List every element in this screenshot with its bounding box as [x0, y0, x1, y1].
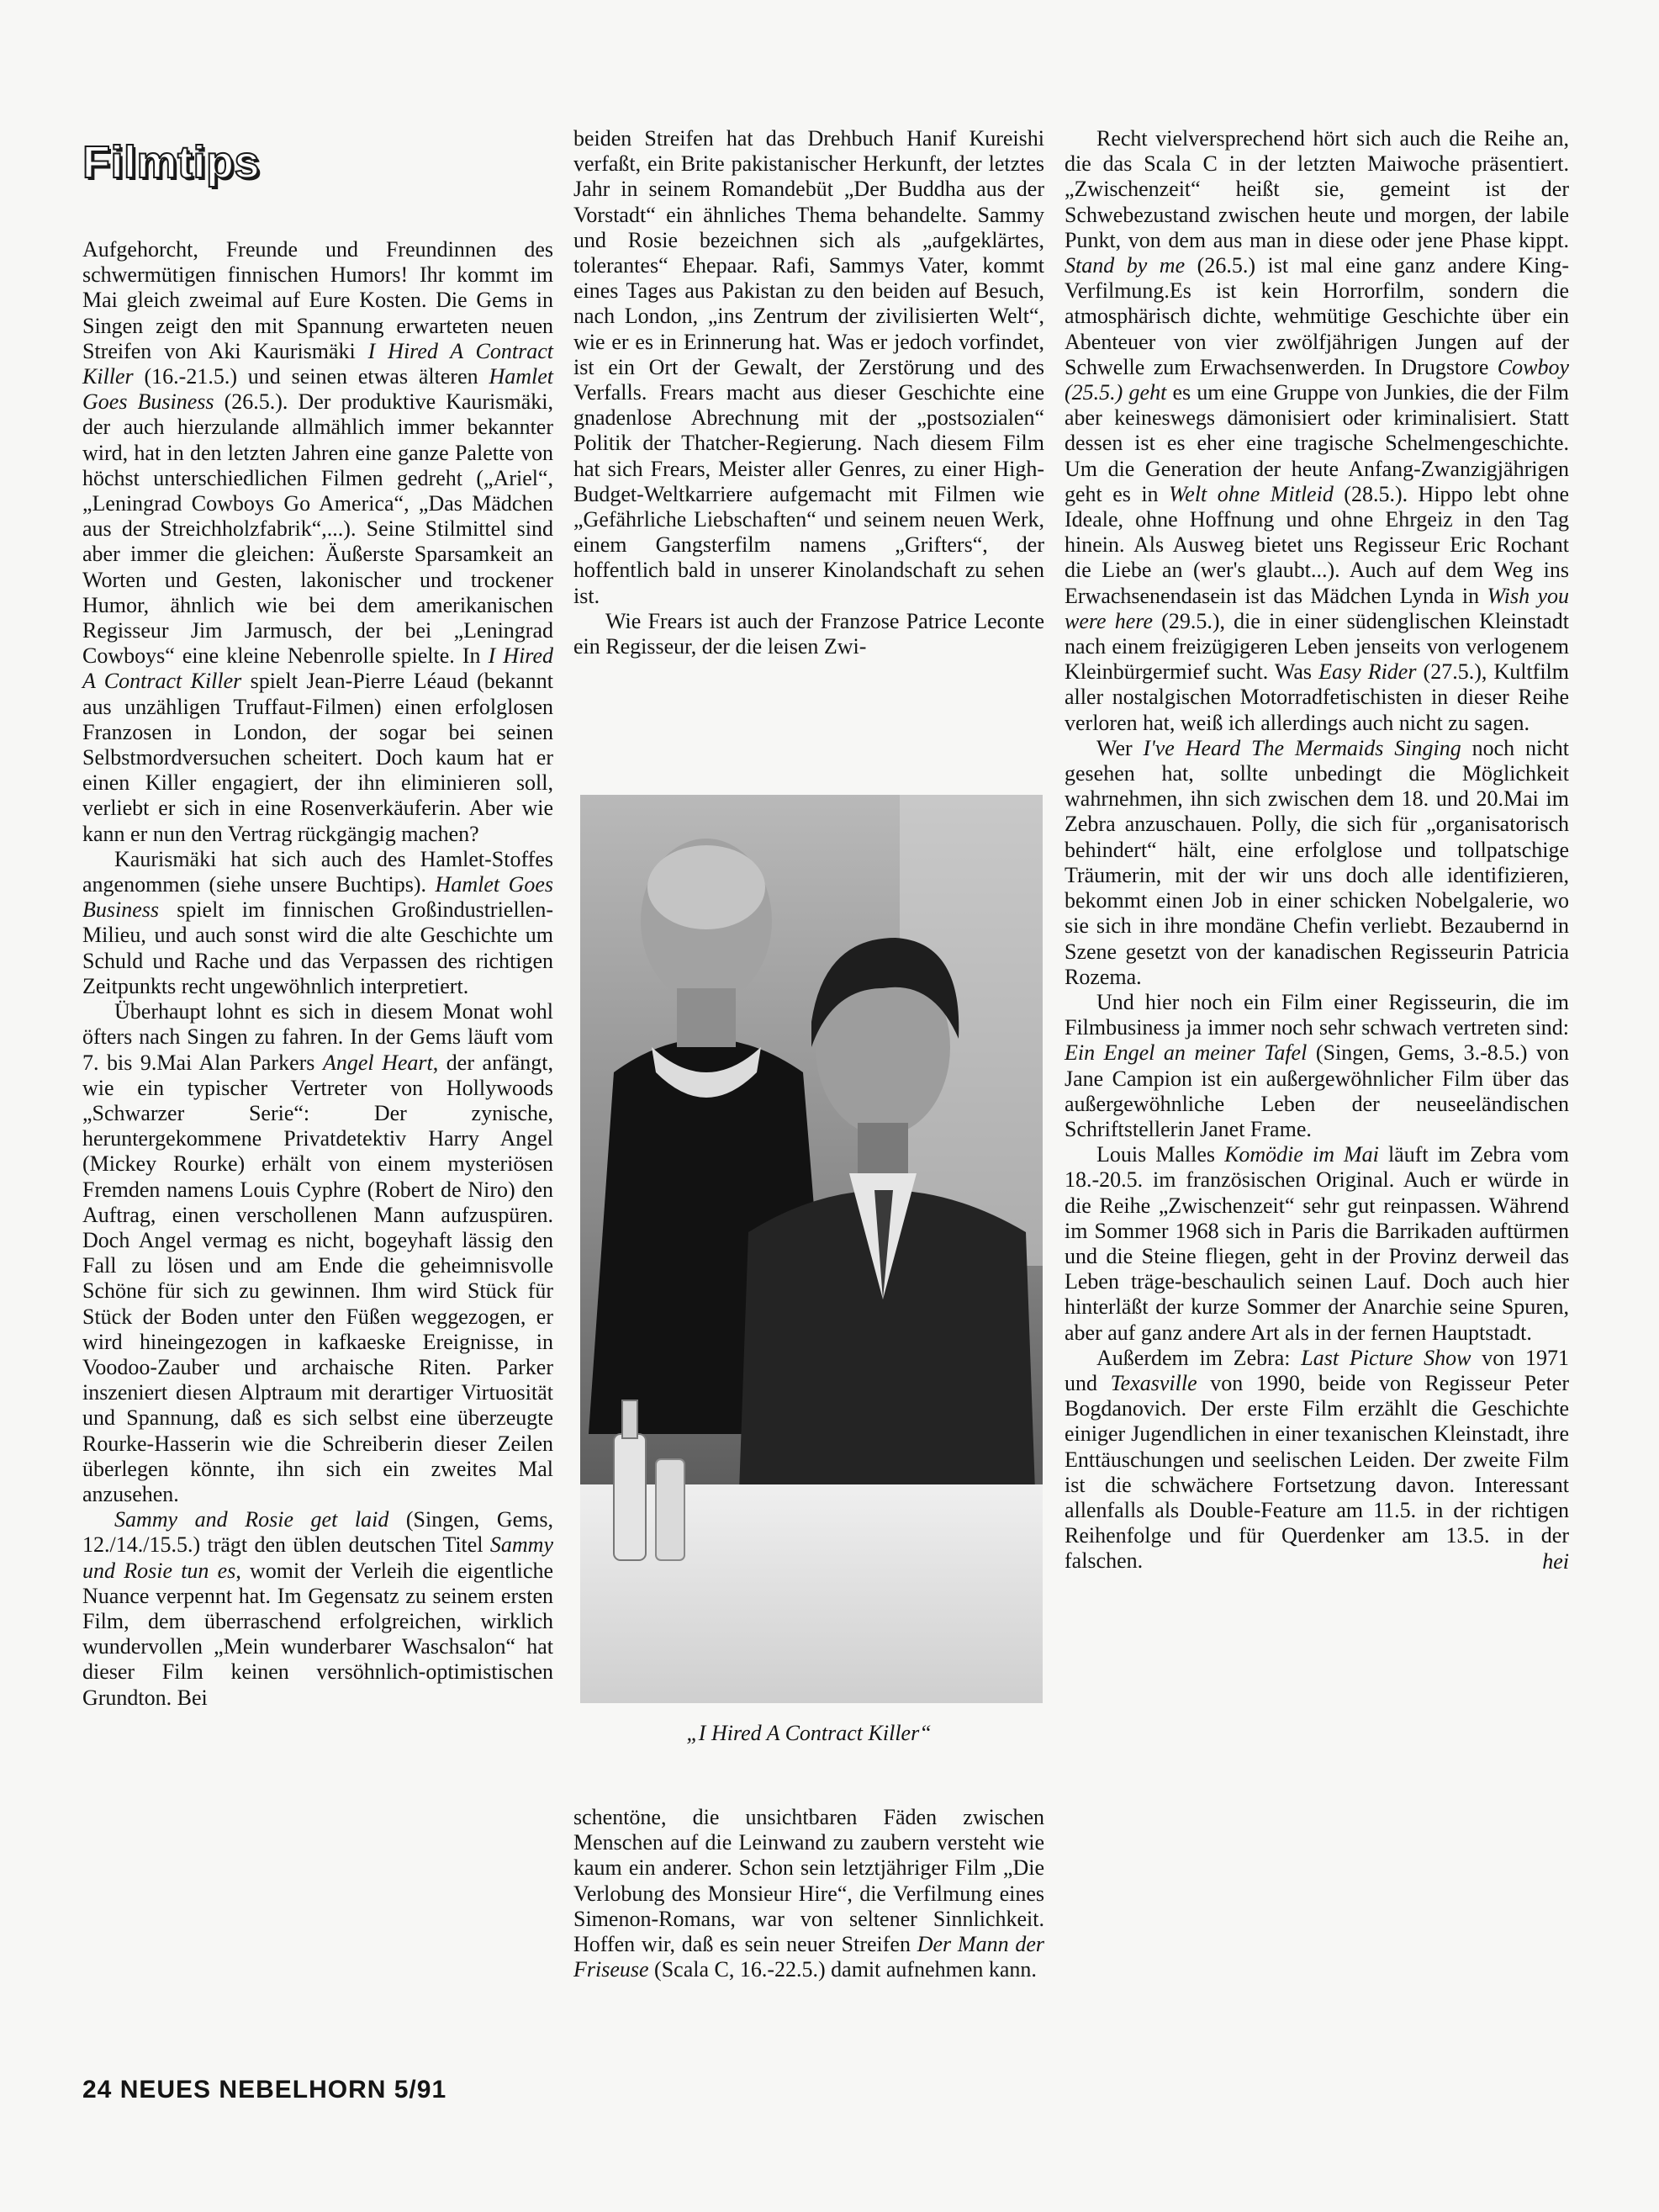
article-paragraph: Louis Malles Komödie im Mai läuft im Zebra vom 18.-20.5. im französischen Original. Auch er würde in die Reihe „Zwischenzeit“ sehr gut reinpassen. Während im Sommer 1968 sich in Paris die Barrikaden auftürmen und die Steine fliegen, geht in der Provinz derweil das Leben träge-beschaulich seinen Lauf. Doch auch hier hinterläßt der kurze Sommer der Anarchie seine Spuren, aber auf ganz andere Art als in der fernen Hauptstadt. [1065, 1142, 1569, 1345]
article-paragraph: Kaurismäki hat sich auch des Hamlet-Stoffes angenommen (siehe unsere Buchtips). Hamlet Goes Business spielt im finnischen Großindustriellen-Milieu, und auch sonst wird die alte Geschichte um Schuld und Rache und das Verpassen des richtigen Zeitpunkts recht ungewöhnlich interpretiert. [82, 846, 554, 998]
article-paragraph: Überhaupt lohnt es sich in diesem Monat wohl öfters nach Singen zu fahren. In der Gems läuft vom 7. bis 9.Mai Alan Parkers Angel Heart, der anfängt, wie ein typischer Vertreter von Hollywoods „Schwarzer Serie“: Der zynische, heruntergekommene Privatdetektiv Harry Angel (Mickey Rourke) erhält von einem mysteriösen Fremden namens Louis Cyphre (Robert de Niro) den Auftrag, einen verschollenen Mann aufzuspüren. Doch Angel vermag es nicht, bogeyhaft lässig den Fall zu lösen und am Ende die geheimnisvolle Schöne für sich zu gewinnen. Ihm wird Stück für Stück der Boden unter den Füßen weggezogen, er wird hineingezogen in kafkaeske Ereignisse, in Voodoo-Zauber und archaische Riten. Parker inszeniert diesen Alptraum mit derartiger Virtuosität und Spannung, daß es sich selbst eine überzeugte Rourke-Hasserin wie die Schreiberin dieser Zeilen überlegen könnte, ihn sich ein zweites Mal anzusehen. [82, 999, 553, 1506]
article-paragraph: Recht vielversprechend hört sich auch die Reihe an, die das Scala C in der letzten Maiwoche präsentiert. „Zwischenzeit“ heißt sie, gemeint ist der Schwebezustand zwischen heute und morgen, der labile Punkt, von dem aus man in diese oder jene Phase kippt. Stand by me (26.5.) ist mal eine ganz andere King-Verfilmung.Es ist kein Horrorfilm, sondern die atmosphärisch dichte, wehmütige Geschichte über ein Abenteuer von vier zwölfjährigen Jungen auf der Schwelle zum Erwachsenwerden. In Drugstore Cowboy (25.5.) geht es um eine Gruppe von Junkies, die der Film aber keineswegs dämonisiert oder kriminalisiert. Statt dessen ist es eher eine tragische Schelmengeschichte. Um die Generation der heute Anfang-Zwanzigjährigen geht es in Welt ohne Mitleid (28.5.). Hippo lebt ohne Ideale, ohne Hoffnung und ohne Ehrgeiz in den Tag hinein. Als Ausweg bietet uns Regisseur Eric Rochant die Liebe an (wer's glaubt...). Auch auf dem Weg ins Erwachsenendasein ist das Mädchen Lynda in Wish you were here (29.5.), die in einer südenglischen Kleinstadt nach einem freizügigeren Leben jenseits von verlogenem Kleinbürgermief sucht. Was Easy Rider (27.5.), Kultfilm aller nostalgischen Motorradfetischisten in dieser Reihe verloren hat, weiß ich allerdings auch nicht zu sagen. [1065, 126, 1569, 735]
article-paragraph: schentöne, die unsichtbaren Fäden zwischen Menschen auf die Leinwand zu zaubern versteht wie kaum ein anderer. Schon sein letztjähriger Film „Die Verlobung des Monsieur Hire“, die Verfilmung eines Simenon-Romans, war von seltener Sinnlichkeit. Hoffen wir, daß es sein neuer Streifen Der Mann der Friseuse (Scala C, 16.-22.5.) damit aufnehmen kann. [573, 1805, 1044, 1982]
article-paragraph: Und hier noch ein Film einer Regisseurin, die im Filmbusiness ja immer noch sehr schwach vertreten sind: Ein Engel an meiner Tafel (Singen, Gems, 3.-8.5.) von Jane Campion ist ein außergewöhnlicher Film über das außergewöhnliche Leben der neuseeländischen Schriftstellerin Janet Frame. [1065, 989, 1569, 1141]
article-paragraph: Wer I've Heard The Mermaids Singing noch nicht gesehen hat, sollte unbedingt die Möglichkeit wahrnehmen, ihn sich zwischen dem 18. und 20.Mai im Zebra anzuschauen. Polly, die sich für „organisatorisch behindert“ hält, eine erfolglose und tollpatschige Träumerin, mit der wir uns doch alle identifizieren, bekommt einen Job in einer schicken Nobelgalerie, wo sie sich in ihre mondäne Chefin verliebt. Bezaubernd in Szene gesetzt von der kanadischen Regisseurin Patricia Rozema. [1065, 735, 1570, 989]
photo-caption: „I Hired A Contract Killer“ [686, 1721, 932, 1745]
column-2-bottom [573, 1805, 1044, 1982]
article-heading: Filmtips [82, 137, 261, 188]
article-paragraph: Sammy and Rosie get laid (Singen, Gems, 12./14./15.5.) trägt den üblen deutschen Titel Sammy und Rosie tun es, womit der Verleih die eigentliche Nuance verpennt hat. Im Gegensatz zu seinem ersten Film, dem überraschend erfolgreichen, wirklich wundervollen „Mein wunderbarer Waschsalon“ hat dieser Film keinen versöhnlich-optimistischen Grundton. Bei [82, 1507, 553, 1710]
author-signature: hei [1542, 1548, 1569, 1574]
article-paragraph: Wie Frears ist auch der Franzose Patrice Leconte ein Regisseur, der die leisen Zwi- [573, 608, 1044, 659]
article-paragraph: Außerdem im Zebra: Last Picture Show von 1971 und Texasville von 1990, beide von Regisseur Peter Bogdanovich. Der erste Film erzählt die Geschichte einiger Jugendlichen in einer texanischen Kleinstadt, ihre Enttäuschungen und seelischen Leiden. Der zweite Film ist die schwächere Fortsetzung davon. Interessant allenfalls als Double-Feature am 11.5. in der richtigen Reihenfolge und für Querdenker am 13.5. in der falschen. [1065, 1345, 1570, 1574]
article-paragraph: beiden Streifen hat das Drehbuch Hanif Kureishi verfaßt, ein Brite pakistanischer Herkunft, der letztes Jahr in seinem Romandebüt „Der Buddha aus der Vorstadt“ ein ähnliches Thema behandelte. Sammy und Rosie bezeichnen sich als „aufgeklärtes, tolerantes“ Ehepaar. Rafi, Sammys Vater, kommt eines Tages aus Pakistan zu den beiden auf Besuch, nach London, „ins Zentrum der zivilisierten Welt“, wie er es in Erinnerung hat. Was er jedoch vorfindet, ist ein Ort der Gewalt, der Zerstörung und des Verfalls. Frears macht aus dieser Geschichte eine gnadenlose Abrechnung mit der „postsozialen“ Politik der Thatcher-Regierung. Nach diesem Film hat sich Frears, Meister aller Genres, zu einer High-Budget-Weltkarriere aufgemacht mit Filmen wie „Gefährliche Liebschaften“ und seinem neuen Werk, einem Gangsterfilm namens „Grifters“, der hoffentlich bald in unserer Kinolandschaft zu sehen ist. [573, 126, 1044, 608]
page-footer: 24 NEUES NEBELHORN 5/91 [82, 2076, 447, 2104]
film-still-photo [580, 795, 1043, 1703]
column-1 [82, 237, 553, 1711]
article-paragraph: Aufgehorcht, Freunde und Freundinnen des schwermütigen finnischen Humors! Ihr kommt im Mai gleich zweimal auf Eure Kosten. Die Gems in Singen zeigt den mit Spannung erwarteten neuen Streifen von Aki Kaurismäki I Hired A Contract Killer (16.-21.5.) und seinen etwas älteren Hamlet Goes Business (26.5.). Der produktive Kaurismäki, der auch hierzulande allmählich immer bekannter wird, hat in den letzten Jahren eine ganze Palette von höchst unterschiedlichen Filmen gedreht („Ariel“, „Leningrad Cowboys Go America“, „Das Mädchen aus der Streichholzfabrik“,...). Seine Stilmittel sind aber immer die gleichen: Äußerste Sparsamkeit an Worten und Gesten, lakonischer und trockener Humor, ähnlich wie bei dem amerikanischen Regisseur Jim Jarmusch, der bei „Leningrad Cowboys“ eine kleine Nebenrolle spielte. In I Hired A Contract Killer spielt Jean-Pierre Léaud (bekannt aus unzähligen Truffaut-Filmen) einen erfolglosen Franzosen in London, der sogar bei seinen Selbstmordversuchen scheitert. Doch kaum hat er einen Killer engagiert, der ihn eliminieren soll, verliebt er sich in eine Rosenverkäuferin. Aber wie kann er nun den Vertrag rückgängig machen? [82, 237, 554, 846]
column-3 [1065, 126, 1569, 1574]
column-2-top [573, 126, 1044, 659]
